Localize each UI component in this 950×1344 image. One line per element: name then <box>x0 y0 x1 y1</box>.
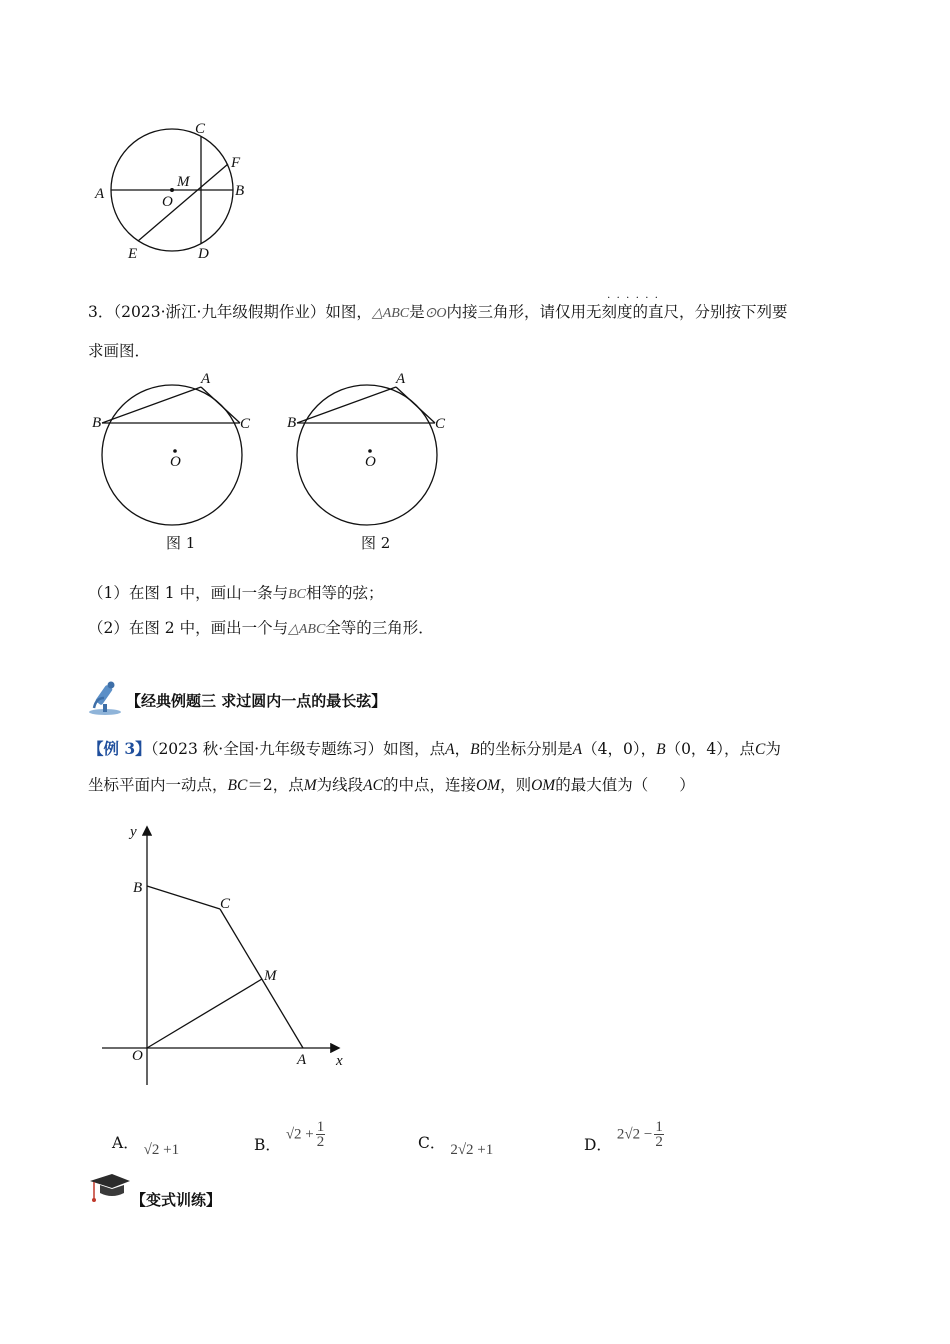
q3-line1 <box>88 293 788 324</box>
example3-line2 <box>88 775 695 796</box>
figure-1 <box>88 366 258 556</box>
q3-is: 是 <box>409 303 425 321</box>
ex3-line2e: ，则 <box>500 776 532 794</box>
q3-sub2-prefix: （2）在图 2 中，画出一个与 <box>88 619 289 637</box>
ex3-t2: 为 <box>765 740 781 758</box>
fig2-label-C: C <box>435 416 446 432</box>
ex3-comma: ， <box>454 740 471 758</box>
fig1-label-B: B <box>92 415 102 431</box>
coord-label-B: B <box>133 880 143 896</box>
ex3-BC: BC <box>227 777 248 794</box>
q3-sub2 <box>88 618 434 640</box>
ex3-coordB: （0，4），点 <box>665 740 756 758</box>
ex3-coordA: （4，0）， <box>582 740 657 758</box>
fig2-label-O: O <box>365 454 376 470</box>
q3-text-b: ，分别按下列要 <box>679 303 788 321</box>
label-E: E <box>128 246 138 262</box>
option-b-fraction <box>316 1120 326 1149</box>
example3-source: （2023 秋·全国·九年级专题练习）如图，点 <box>150 740 446 758</box>
ex3-OM: OM <box>475 777 501 794</box>
ex3-t1: 的坐标分别是 <box>479 740 573 758</box>
option-c[interactable] <box>418 1131 494 1158</box>
option-d-label: D． <box>584 1135 612 1154</box>
fig1-label-A: A <box>201 371 211 387</box>
option-b-num: 1 <box>316 1119 325 1135</box>
example3-line1 <box>88 739 781 760</box>
fig1-caption: 图 1 <box>166 534 196 552</box>
axis-label-x: x <box>336 1053 343 1069</box>
example3-tag: 【例 3】 <box>88 739 151 758</box>
option-d-fraction <box>654 1120 664 1149</box>
option-d[interactable] <box>584 1119 664 1154</box>
option-b[interactable] <box>254 1119 325 1154</box>
ex3-M: M <box>303 777 317 794</box>
ex3-line2b: ＝2，点 <box>247 776 304 794</box>
coordinate-figure <box>100 820 360 1090</box>
q3-emphasis: · · · · · · 无刻度的直尺 <box>586 293 680 321</box>
option-d-value: 2√2 − <box>616 1126 653 1143</box>
q3-sub1 <box>88 583 383 605</box>
label-B: B <box>235 183 245 199</box>
q3-sub1-suffix: 相等的弦； <box>305 584 384 602</box>
q3-text-a: 内接三角形，请仅用 <box>446 303 587 321</box>
ex3-C: C <box>755 741 766 758</box>
label-C: C <box>195 121 206 137</box>
option-a[interactable] <box>112 1131 180 1158</box>
option-c-value: 2√2 +1 <box>450 1142 494 1158</box>
q3-line2: 求画图． <box>88 342 151 360</box>
label-A: A <box>95 186 105 202</box>
ex3-B2: B <box>656 741 666 758</box>
fig2-label-A: A <box>396 371 406 387</box>
circle-chords-figure <box>85 115 265 265</box>
option-d-num: 1 <box>655 1119 663 1135</box>
ex3-OM2: OM <box>531 777 556 794</box>
option-a-value: √2 +1 <box>143 1142 180 1158</box>
coord-label-C: C <box>220 896 231 912</box>
option-a-label: A． <box>112 1134 139 1152</box>
q3-source: （2023·浙江·九年级假期作业）如图， <box>113 303 372 321</box>
q3-sub1-symbol: BC <box>288 587 306 602</box>
ex3-line2f: 的最大值为（ ） <box>555 776 695 794</box>
graduation-cap-icon <box>88 1171 132 1205</box>
ex3-line2c: 为线段 <box>316 776 364 794</box>
ex3-A2: A <box>572 741 583 758</box>
fig2-label-B: B <box>287 415 297 431</box>
fig2-caption: 图 2 <box>361 534 391 552</box>
option-d-den: 2 <box>655 1134 663 1150</box>
q3-circle-symbol: ⊙O <box>424 306 447 321</box>
ex3-A: A <box>445 741 455 758</box>
q3-emphasis-text: 无刻度的直尺 <box>586 303 680 321</box>
q3-triangle-symbol: △ABC <box>371 306 410 321</box>
option-b-value: √2 + <box>285 1126 314 1143</box>
label-D: D <box>198 246 209 262</box>
ex3-line2d: 的中点，连接 <box>382 776 476 794</box>
q3-sub1-prefix: （1）在图 1 中，画山一条与 <box>88 584 289 602</box>
label-O: O <box>162 194 173 210</box>
coord-label-O: O <box>132 1048 143 1064</box>
q3-number: 3． <box>88 303 114 321</box>
fig1-label-C: C <box>240 416 251 432</box>
label-M: M <box>177 174 190 190</box>
ex3-line2a: 坐标平面内一动点， <box>88 776 228 794</box>
option-b-den: 2 <box>316 1134 325 1150</box>
q3-sub2-symbol: △ABC <box>288 622 326 637</box>
figure-2 <box>283 366 453 556</box>
ex3-AC: AC <box>363 777 383 794</box>
practice-heading: 【变式训练】 <box>131 1191 222 1209</box>
option-b-label: B． <box>254 1135 281 1154</box>
ex3-B: B <box>470 741 480 758</box>
fig1-label-O: O <box>170 454 181 470</box>
label-F: F <box>231 155 241 171</box>
axis-label-y: y <box>130 824 137 840</box>
microscope-icon <box>86 680 124 716</box>
q3-sub2-suffix: 全等的三角形． <box>325 619 434 637</box>
section-heading: 【经典例题三 求过圆内一点的最长弦】 <box>126 692 387 710</box>
coord-label-M: M <box>264 968 277 984</box>
option-c-label: C． <box>418 1134 446 1152</box>
coord-label-A: A <box>297 1052 307 1068</box>
